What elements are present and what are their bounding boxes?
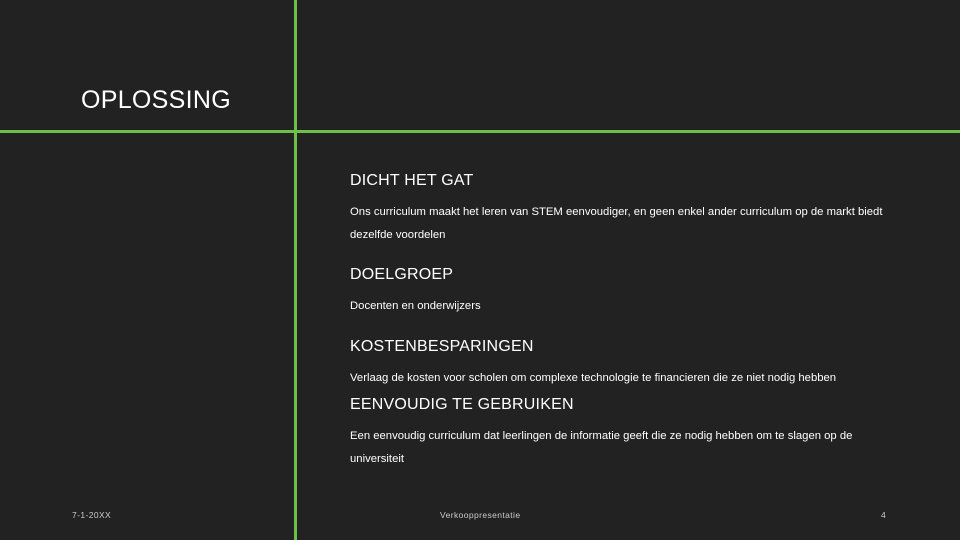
section-cost-savings: [350, 336, 890, 390]
section-target-audience: [350, 264, 890, 318]
section-text: Een eenvoudig curriculum dat leerlingen de informatie geeft die ze nodig hebben om te slagen op de universiteit: [350, 430, 853, 465]
section-easy-to-use: [350, 394, 890, 471]
accent-vertical-divider: [294, 0, 297, 540]
section-heading: KOSTENBESPARINGEN: [350, 338, 534, 355]
slide-title: OPLOSSING: [81, 86, 231, 114]
section-text: Docenten en onderwijzers: [350, 300, 481, 312]
section-text: Verlaag de kosten voor scholen om complexe technologie te financieren die ze niet nodig hebben: [350, 372, 837, 384]
footer-page-number: 4: [881, 510, 886, 520]
footer-presentation-title: Verkooppresentatie: [440, 510, 521, 520]
section-heading: DICHT HET GAT: [350, 172, 474, 189]
content-area: [350, 170, 890, 471]
section-heading: DOELGROEP: [350, 266, 454, 283]
accent-horizontal-divider: [0, 130, 960, 133]
section-text: Ons curriculum maakt het leren van STEM eenvoudiger, en geen enkel ander curriculum op de markt biedt dezelfde voordelen: [350, 206, 883, 241]
section-heading: EENVOUDIG TE GEBRUIKEN: [350, 396, 574, 413]
section-close-the-gap: [350, 170, 890, 247]
footer-date: 7-1-20XX: [72, 510, 112, 520]
